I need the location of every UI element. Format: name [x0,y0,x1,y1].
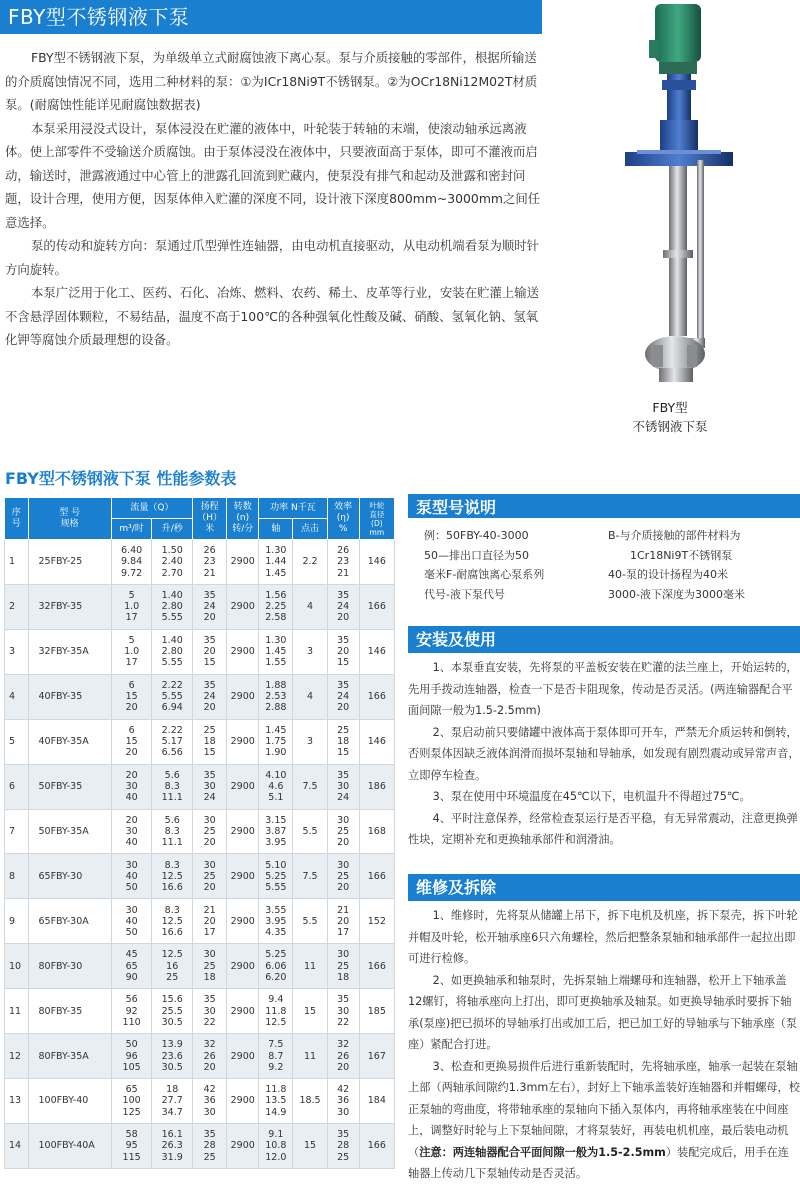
cell-head: 30 25 18 [193,944,227,989]
cell-flow-m3: 6 15 20 [111,719,152,764]
cell-power-shaft: 1.30 1.44 1.45 [259,540,293,585]
header-power-motor: 点击 [293,519,327,540]
cell-impeller: 146 [359,540,394,585]
cell-flow-ls: 1.50 2.40 2.70 [152,540,193,585]
intro-text [5,46,543,352]
cell-head: 25 18 15 [193,719,227,764]
header-flow-ls: 升/秒 [152,519,193,540]
repair-note: 注意：两连轴器配合平面间隙一般为1.5-2.5mm [419,1145,666,1159]
table-row [5,809,395,854]
header-head: 扬程 （H） 米 [193,498,227,540]
cell-impeller: 146 [359,719,394,764]
cell-model: 100FBY-40A [28,1123,111,1168]
repair-paragraph [408,1056,800,1185]
cell-head: 35 28 25 [193,1123,227,1168]
model-line: 50—排出口直径为50 [424,548,529,562]
model-line: 40-泵的设计扬程为40米 [608,568,728,581]
cell-impeller: 166 [359,1123,394,1168]
cell-flow-ls: 2.22 5.55 6.94 [152,674,193,719]
cell-power-motor: 3 [293,629,327,674]
cell-head: 32 26 20 [193,1034,227,1079]
cell-speed: 2900 [227,1123,259,1168]
cell-head: 35 24 20 [193,584,227,629]
title-bar [0,0,542,34]
table-row [5,1034,395,1079]
pump-image [615,0,745,392]
cell-head: 35 24 20 [193,674,227,719]
install-section-title: 安装及使用 [416,630,497,649]
repair-paragraph: 2、如更换轴承和轴泵时，先拆泵轴上端螺母和连轴器，松开上下轴承盖12螺钉，将轴承座向上打出，即可更换轴承及轴泵。如更换导轴承时要拆下轴承(泵座)把已损坏的导轴承打出或加工后，把已加工好的导轴承与下轴承座（泵座）紧配合打进。 [408,973,798,1051]
cell-model: 50FBY-35A [28,809,111,854]
cell-power-motor: 11 [293,944,327,989]
cell-power-shaft: 1.45 1.75 1.90 [259,719,293,764]
cell-head: 35 30 24 [193,764,227,809]
cell-model: 65FBY-30A [28,899,111,944]
model-explanation [408,518,800,610]
cell-seq: 10 [5,944,29,989]
cell-efficiency: 32 26 20 [327,1034,359,1079]
cell-speed: 2900 [227,1079,259,1124]
cell-head: 26 23 21 [193,540,227,585]
cell-power-shaft: 1.30 1.45 1.55 [259,629,293,674]
cell-seq: 7 [5,809,29,854]
cell-model: 50FBY-35 [28,764,111,809]
cell-efficiency: 30 25 20 [327,809,359,854]
cell-flow-m3: 20 30 40 [111,809,152,854]
cell-head: 21 20 17 [193,899,227,944]
header-power-shaft: 轴 [259,519,293,540]
cell-model: 65FBY-30 [28,854,111,899]
install-text [408,657,800,851]
repair-section-header [408,874,800,901]
cell-flow-m3: 58 95 115 [111,1123,152,1168]
cell-flow-ls: 2.22 5.17 6.56 [152,719,193,764]
cell-speed: 2900 [227,809,259,854]
model-line: 1Cr18Ni9T不锈钢泵 [630,548,733,562]
intro-paragraph: 本泵广泛用于化工、医药、石化、冶炼、燃料、农药、稀土、皮革等行业，安装在贮灌上输送不含悬浮固体颗粒，不易结晶，温度不高于100℃的各种强氧化性酸及碱、硝酸、氢氧化钠、氢氧化钾等腐蚀介质最理想的设备。 [5,285,540,347]
header-power: 功率 N千瓦 [259,498,327,519]
cell-seq: 4 [5,674,29,719]
cell-model: 80FBY-35A [28,1034,111,1079]
cell-seq: 1 [5,540,29,585]
install-paragraph: 3、泵在使用中环境温度在45℃以下，电机温升不得超过75℃。 [432,790,751,803]
header-model: 型 号 规格 [28,498,111,540]
cell-head: 35 30 22 [193,989,227,1034]
cell-power-shaft: 3.15 3.87 3.95 [259,809,293,854]
table-row [5,540,395,585]
cell-model: 32FBY-35A [28,629,111,674]
cell-impeller: 185 [359,989,394,1034]
cell-speed: 2900 [227,719,259,764]
cell-power-shaft: 9.1 10.8 12.0 [259,1123,293,1168]
cell-seq: 2 [5,584,29,629]
caption-line: FBY型 [652,400,688,415]
table-row [5,944,395,989]
table-title: FBY型不锈钢液下泵 性能参数表 [5,469,237,488]
cell-power-motor: 5.5 [293,809,327,854]
cell-seq: 13 [5,1079,29,1124]
cell-flow-ls: 13.9 23.6 30.5 [152,1034,193,1079]
cell-model: 40FBY-35A [28,719,111,764]
cell-power-motor: 2.2 [293,540,327,585]
cell-efficiency: 35 28 25 [327,1123,359,1168]
cell-power-shaft: 1.88 2.53 2.88 [259,674,293,719]
repair-text-span: ）装配完成后，用手在连轴器上传动几下泵轴传动是否灵活。 [408,1145,789,1180]
cell-flow-m3: 30 40 50 [111,899,152,944]
image-caption [600,398,740,436]
cell-power-shaft: 7.5 8.7 9.2 [259,1034,293,1079]
cell-power-shaft: 5.10 5.25 5.55 [259,854,293,899]
cell-flow-m3: 30 40 50 [111,854,152,899]
cell-impeller: 166 [359,674,394,719]
cell-model: 80FBY-35 [28,989,111,1034]
header-impeller: 叶轮 直径 (D) mm [359,498,394,540]
intro-paragraph: 本泵采用浸没式设计，泵体浸没在贮灌的液体中，叶轮装于转轴的末端，使滚动轴承远离液体。使上部零件不受输送介质腐蚀。由于泵体浸没在液体中，只要液面高于泵体，即可不灌液而启动，输送时，泄露液通过中心管上的泄露孔回流到贮藏内，使泵没有排气和起动及泄露和密封问题，设计合理，使用方便，因泵体伸入贮灌的深度不同，设计液下深度800mm~3000mm之间任意选择。 [5,120,541,230]
cell-efficiency: 35 24 20 [327,674,359,719]
cell-efficiency: 30 25 18 [327,944,359,989]
cell-head: 30 25 20 [193,809,227,854]
cell-efficiency: 26 23 21 [327,540,359,585]
header-efficiency: 效率 (η) % [327,498,359,540]
cell-flow-ls: 18 27.7 34.7 [152,1079,193,1124]
cell-flow-ls: 5.6 8.3 11.1 [152,809,193,854]
cell-efficiency: 35 20 15 [327,629,359,674]
cell-flow-m3: 6 15 20 [111,674,152,719]
cell-power-motor: 7.5 [293,854,327,899]
table-row [5,854,395,899]
cell-power-motor: 4 [293,584,327,629]
intro-paragraph: 泵的传动和旋转方向：泵通过爪型弹性连轴器，由电动机直接驱动，从电动机端看泵为顺时针方向旋转。 [5,238,540,277]
cell-power-motor: 15 [293,989,327,1034]
cell-power-shaft: 9.4 11.8 12.5 [259,989,293,1034]
cell-efficiency: 30 25 20 [327,854,359,899]
caption-line: 不锈钢液下泵 [632,419,708,434]
header-flow-m3: m³/时 [111,519,152,540]
cell-flow-ls: 1.40 2.80 5.55 [152,629,193,674]
cell-power-motor: 18.5 [293,1079,327,1124]
model-line: 3000-液下深度为3000毫米 [608,587,745,601]
cell-seq: 11 [5,989,29,1034]
cell-power-motor: 5.5 [293,899,327,944]
model-line: B-与介质接触的部件材料为 [608,529,741,542]
cell-efficiency: 35 30 22 [327,989,359,1034]
install-section-header [408,626,800,653]
cell-power-motor: 3 [293,719,327,764]
cell-seq: 14 [5,1123,29,1168]
model-section-header [408,494,800,521]
cell-impeller: 167 [359,1034,394,1079]
cell-power-shaft: 3.55 3.95 4.35 [259,899,293,944]
cell-impeller: 184 [359,1079,394,1124]
cell-flow-ls: 15.6 25.5 30.5 [152,989,193,1034]
table-row [5,899,395,944]
cell-flow-m3: 50 96 105 [111,1034,152,1079]
cell-seq: 9 [5,899,29,944]
cell-impeller: 166 [359,944,394,989]
cell-seq: 8 [5,854,29,899]
repair-text-span: 3、松查和更换易损件后进行重新装配时，先将轴承座，轴承一起装在泵轴上部（两轴承间隙约1.3mm左右），封好上下轴承盖装好连轴器和并帽螺母，校正泵轴的弯曲度，将带轴承座的泵轴向下插入泵体内，再将轴承座装在中间座上，调整好时轮与上下泵轴间隙，才将泵装好，再装电机机座，最后装电动机（ [408,1059,800,1159]
table-row [5,764,395,809]
install-paragraph: 2、泵启动前只要储罐中液体高于泵体即可开车，严禁无介质运转和倒转，否则泵体因缺乏液体润滑而损坏泵轴和导轴承，如发现有剧烈震动或异常声音，立即停车检查。 [408,725,800,782]
model-section-title: 泵型号说明 [416,498,497,517]
cell-head: 35 20 15 [193,629,227,674]
performance-table [4,497,395,1169]
cell-impeller: 166 [359,854,394,899]
cell-speed: 2900 [227,764,259,809]
cell-speed: 2900 [227,629,259,674]
cell-flow-m3: 20 30 40 [111,764,152,809]
cell-flow-ls: 8.3 12.5 16.6 [152,854,193,899]
cell-seq: 12 [5,1034,29,1079]
cell-power-motor: 7.5 [293,764,327,809]
cell-flow-m3: 56 92 110 [111,989,152,1034]
cell-power-motor: 15 [293,1123,327,1168]
page-title: FBY型不锈钢液下泵 [8,5,190,29]
cell-model: 25FBY-25 [28,540,111,585]
header-speed: 转数 (n) 转/分 [227,498,259,540]
model-line: 例：50FBY-40-3000 [424,529,529,542]
cell-speed: 2900 [227,944,259,989]
cell-speed: 2900 [227,854,259,899]
repair-text [408,905,800,1185]
cell-flow-m3: 5 1.0 17 [111,629,152,674]
model-line: 毫米F-耐腐蚀离心泵系列 [424,568,545,581]
cell-flow-m3: 6.40 9.84 9.72 [111,540,152,585]
table-row [5,674,395,719]
cell-power-motor: 4 [293,674,327,719]
intro-paragraph: FBY型不锈钢液下泵，为单级单立式耐腐蚀液下离心泵。泵与介质接触的零部件，根据所输送的介质腐蚀情况不同，选用二种材料的泵：①为ICr18Ni9T不锈钢泵。②为OCr18Ni12M02T材质泵。(耐腐蚀性能详见耐腐蚀数据表) [5,50,538,112]
cell-power-motor: 11 [293,1034,327,1079]
cell-head: 30 25 20 [193,854,227,899]
cell-efficiency: 21 20 17 [327,899,359,944]
cell-speed: 2900 [227,674,259,719]
model-line: 代号-液下泵代号 [424,587,505,601]
cell-efficiency: 25 18 15 [327,719,359,764]
cell-impeller: 146 [359,629,394,674]
cell-seq: 6 [5,764,29,809]
cell-impeller: 166 [359,584,394,629]
cell-flow-ls: 8.3 12.5 16.6 [152,899,193,944]
table-row [5,1123,395,1168]
cell-speed: 2900 [227,1034,259,1079]
cell-impeller: 186 [359,764,394,809]
cell-efficiency: 35 30 24 [327,764,359,809]
repair-paragraph: 1、维修时，先将泵从储罐上吊下，拆下电机及机座，拆下泵壳，拆下叶轮并帽及叶轮，松开轴承座6只六角螺栓，然后把整条泵轴和轴承部件一起拉出即可进行检修。 [408,909,798,965]
install-paragraph: 4、平时注意保养，经常检查泵运行是否平稳，有无异常震动，注意更换弹性块，定期补充和更换轴承部件和润滑油。 [408,811,798,846]
table-row [5,989,395,1034]
cell-power-shaft: 5.25 6.06 6.20 [259,944,293,989]
cell-power-shaft: 1.56 2.25 2.58 [259,584,293,629]
cell-flow-ls: 1.40 2.80 5.55 [152,584,193,629]
table-row [5,629,395,674]
cell-model: 100FBY-40 [28,1079,111,1124]
cell-model: 32FBY-35 [28,584,111,629]
header-flow: 流量（Q） [111,498,192,519]
cell-impeller: 152 [359,899,394,944]
cell-speed: 2900 [227,584,259,629]
cell-flow-m3: 5 1.0 17 [111,584,152,629]
cell-speed: 2900 [227,540,259,585]
cell-speed: 2900 [227,989,259,1034]
cell-flow-m3: 45 65 90 [111,944,152,989]
cell-flow-ls: 16.1 26.3 31.9 [152,1123,193,1168]
table-row [5,1079,395,1124]
cell-flow-ls: 5.6 8.3 11.1 [152,764,193,809]
table-row [5,719,395,764]
repair-section-title: 维修及拆除 [416,878,497,897]
cell-model: 80FBY-30 [28,944,111,989]
cell-power-shaft: 4.10 4.6 5.1 [259,764,293,809]
cell-flow-ls: 12.5 16 25 [152,944,193,989]
cell-model: 40FBY-35 [28,674,111,719]
install-paragraph: 1、本泵垂直安装，先将泵的平盖板安装在贮灌的法兰座上，开始运转的，先用手拨动连轴器，检查一下是否卡阻现象，传动是否灵活。(两连输器配合平面间隙一般为1.5-2.5mm) [408,661,798,717]
cell-seq: 3 [5,629,29,674]
header-seq: 序 号 [5,498,29,540]
table-row [5,584,395,629]
cell-seq: 5 [5,719,29,764]
cell-power-shaft: 11.8 13.5 14.9 [259,1079,293,1124]
cell-speed: 2900 [227,899,259,944]
cell-efficiency: 35 24 20 [327,584,359,629]
cell-flow-m3: 65 100 125 [111,1079,152,1124]
cell-efficiency: 42 36 30 [327,1079,359,1124]
cell-head: 42 36 30 [193,1079,227,1124]
cell-impeller: 168 [359,809,394,854]
